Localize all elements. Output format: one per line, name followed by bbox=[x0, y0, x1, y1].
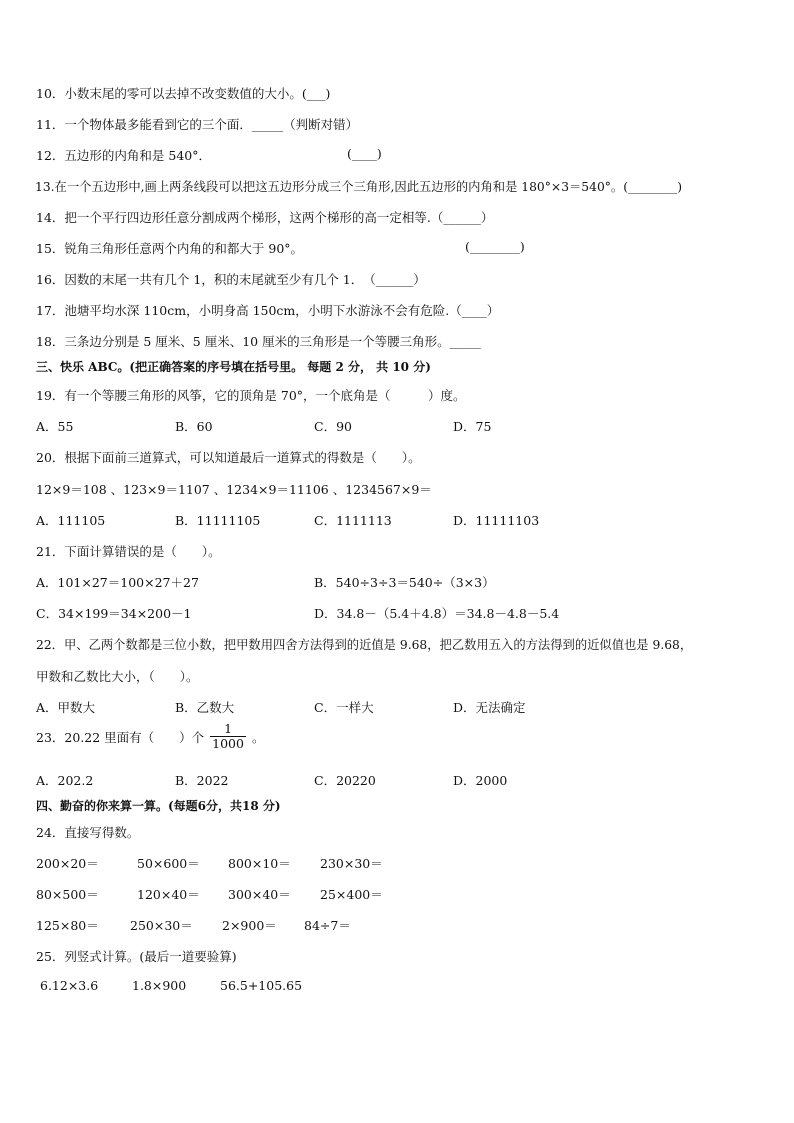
option-d[interactable]: D．2000 bbox=[453, 773, 508, 788]
section-3-heading: 三、快乐 ABC。(把正确答案的序号填在括号里。 每题 2 分， 共 10 分) bbox=[36, 360, 431, 374]
question-16: 16．因数的末尾一共有几个 1，积的末尾就至少有几个 1． （______） bbox=[36, 272, 426, 287]
option-b[interactable]: B．2022 bbox=[175, 773, 229, 788]
vertical-calc-item: 6.12×3.6 bbox=[40, 978, 99, 993]
option-c[interactable]: C．34×199＝34×200－1 bbox=[36, 606, 192, 621]
question-21-stem: 21．下面计算错误的是（ ）。 bbox=[36, 544, 221, 559]
question-23-stem-pre: 23．20.22 里面有（ ）个 bbox=[36, 729, 205, 745]
question-13: 13.在一个五边形中,画上两条线段可以把这五边形分成三个三角形,因此五边形的内角和是 180°×3＝540°。(________) bbox=[35, 180, 683, 194]
question-11: 11．一个物体最多能看到它的三个面．_____（判断对错） bbox=[36, 117, 359, 132]
calc-item: 200×20＝ bbox=[36, 856, 99, 871]
option-c[interactable]: C．一样大 bbox=[314, 700, 374, 715]
section-4-heading: 四、勤奋的你来算一算。(每题6分，共18 分) bbox=[36, 799, 281, 813]
question-24-stem: 24．直接写得数。 bbox=[36, 825, 140, 840]
option-c[interactable]: C．1111113 bbox=[314, 513, 392, 528]
question-22-stem-line1: 22．甲、乙两个数都是三位小数，把甲数用四舍方法得到的近值是 9.68，把乙数用五入的方法得到的近似值也是 9.68， bbox=[36, 638, 693, 652]
question-22-stem-line2: 甲数和乙数比大小，（ ）。 bbox=[36, 669, 199, 684]
option-b[interactable]: B．540÷3÷3＝540÷（3×3） bbox=[314, 575, 495, 590]
fraction-numerator: 1 bbox=[210, 722, 246, 737]
option-b[interactable]: B．乙数大 bbox=[175, 700, 235, 715]
question-15-text: 15．锐角三角形任意两个内角的和都大于 90°。 bbox=[36, 241, 304, 256]
question-12 bbox=[36, 146, 382, 164]
option-d[interactable]: D．11111103 bbox=[453, 513, 540, 528]
question-23-stem-post: 。 bbox=[251, 729, 265, 745]
question-25-stem: 25．列竖式计算。(最后一道要验算) bbox=[36, 949, 237, 964]
calc-item: 25×400＝ bbox=[320, 887, 383, 902]
calc-item: 300×40＝ bbox=[228, 887, 291, 902]
question-17: 17．池塘平均水深 110cm，小明身高 150cm，小明下水游泳不会有危险.（____） bbox=[36, 303, 500, 318]
calc-item: 80×500＝ bbox=[36, 887, 99, 902]
question-12-blank[interactable]: (____) bbox=[347, 146, 382, 161]
question-12-text: 12．五边形的内角和是 540°． bbox=[36, 148, 211, 163]
question-15-blank[interactable]: (________) bbox=[465, 239, 525, 254]
option-d[interactable]: D．无法确定 bbox=[453, 700, 526, 715]
option-a[interactable]: A．101×27＝100×27＋27 bbox=[36, 575, 199, 590]
fraction-denominator: 1000 bbox=[212, 736, 244, 752]
calc-item: 120×40＝ bbox=[137, 887, 200, 902]
option-a[interactable]: A．202.2 bbox=[36, 773, 94, 788]
vertical-calc-item: 1.8×900 bbox=[132, 978, 187, 993]
question-19-stem: 19．有一个等腰三角形的风筝，它的顶角是 70°，一个底角是（ ）度。 bbox=[36, 388, 466, 403]
calc-item: 125×80＝ bbox=[36, 918, 99, 933]
vertical-calc-item: 56.5+105.65 bbox=[220, 978, 303, 993]
question-15 bbox=[36, 239, 525, 257]
question-20-formula: 12×9＝108 、123×9＝1107 、1234×9＝11106 、1234567×9＝ bbox=[36, 482, 432, 497]
question-14: 14．把一个平行四边形任意分割成两个梯形，这两个梯形的高一定相等.（______） bbox=[36, 210, 494, 225]
fraction bbox=[210, 722, 246, 752]
calc-item: 230×30＝ bbox=[320, 856, 383, 871]
option-c[interactable]: C．90 bbox=[314, 419, 352, 434]
option-a[interactable]: A．甲数大 bbox=[36, 700, 96, 715]
option-a[interactable]: A．55 bbox=[36, 419, 74, 434]
calc-item: 250×30＝ bbox=[130, 918, 193, 933]
question-20-stem: 20．根据下面前三道算式，可以知道最后一道算式的得数是（ ）。 bbox=[36, 450, 421, 465]
option-c[interactable]: C．20220 bbox=[314, 773, 376, 788]
option-d[interactable]: D．75 bbox=[453, 419, 492, 434]
calc-item: 84÷7＝ bbox=[304, 918, 351, 933]
option-d[interactable]: D．34.8－（5.4＋4.8）＝34.8－4.8－5.4 bbox=[314, 606, 560, 621]
calc-item: 800×10＝ bbox=[228, 856, 291, 871]
question-23-stem bbox=[36, 722, 264, 752]
calc-item: 2×900＝ bbox=[222, 918, 277, 933]
option-b[interactable]: B．60 bbox=[175, 419, 213, 434]
question-18: 18．三条边分别是 5 厘米、5 厘米、10 厘米的三角形是一个等腰三角形。_____ bbox=[36, 334, 481, 349]
calc-item: 50×600＝ bbox=[137, 856, 200, 871]
option-b[interactable]: B．11111105 bbox=[175, 513, 261, 528]
option-a[interactable]: A．111105 bbox=[36, 513, 106, 528]
question-10: 10．小数末尾的零可以去掉不改变数值的大小。(___) bbox=[36, 86, 331, 101]
